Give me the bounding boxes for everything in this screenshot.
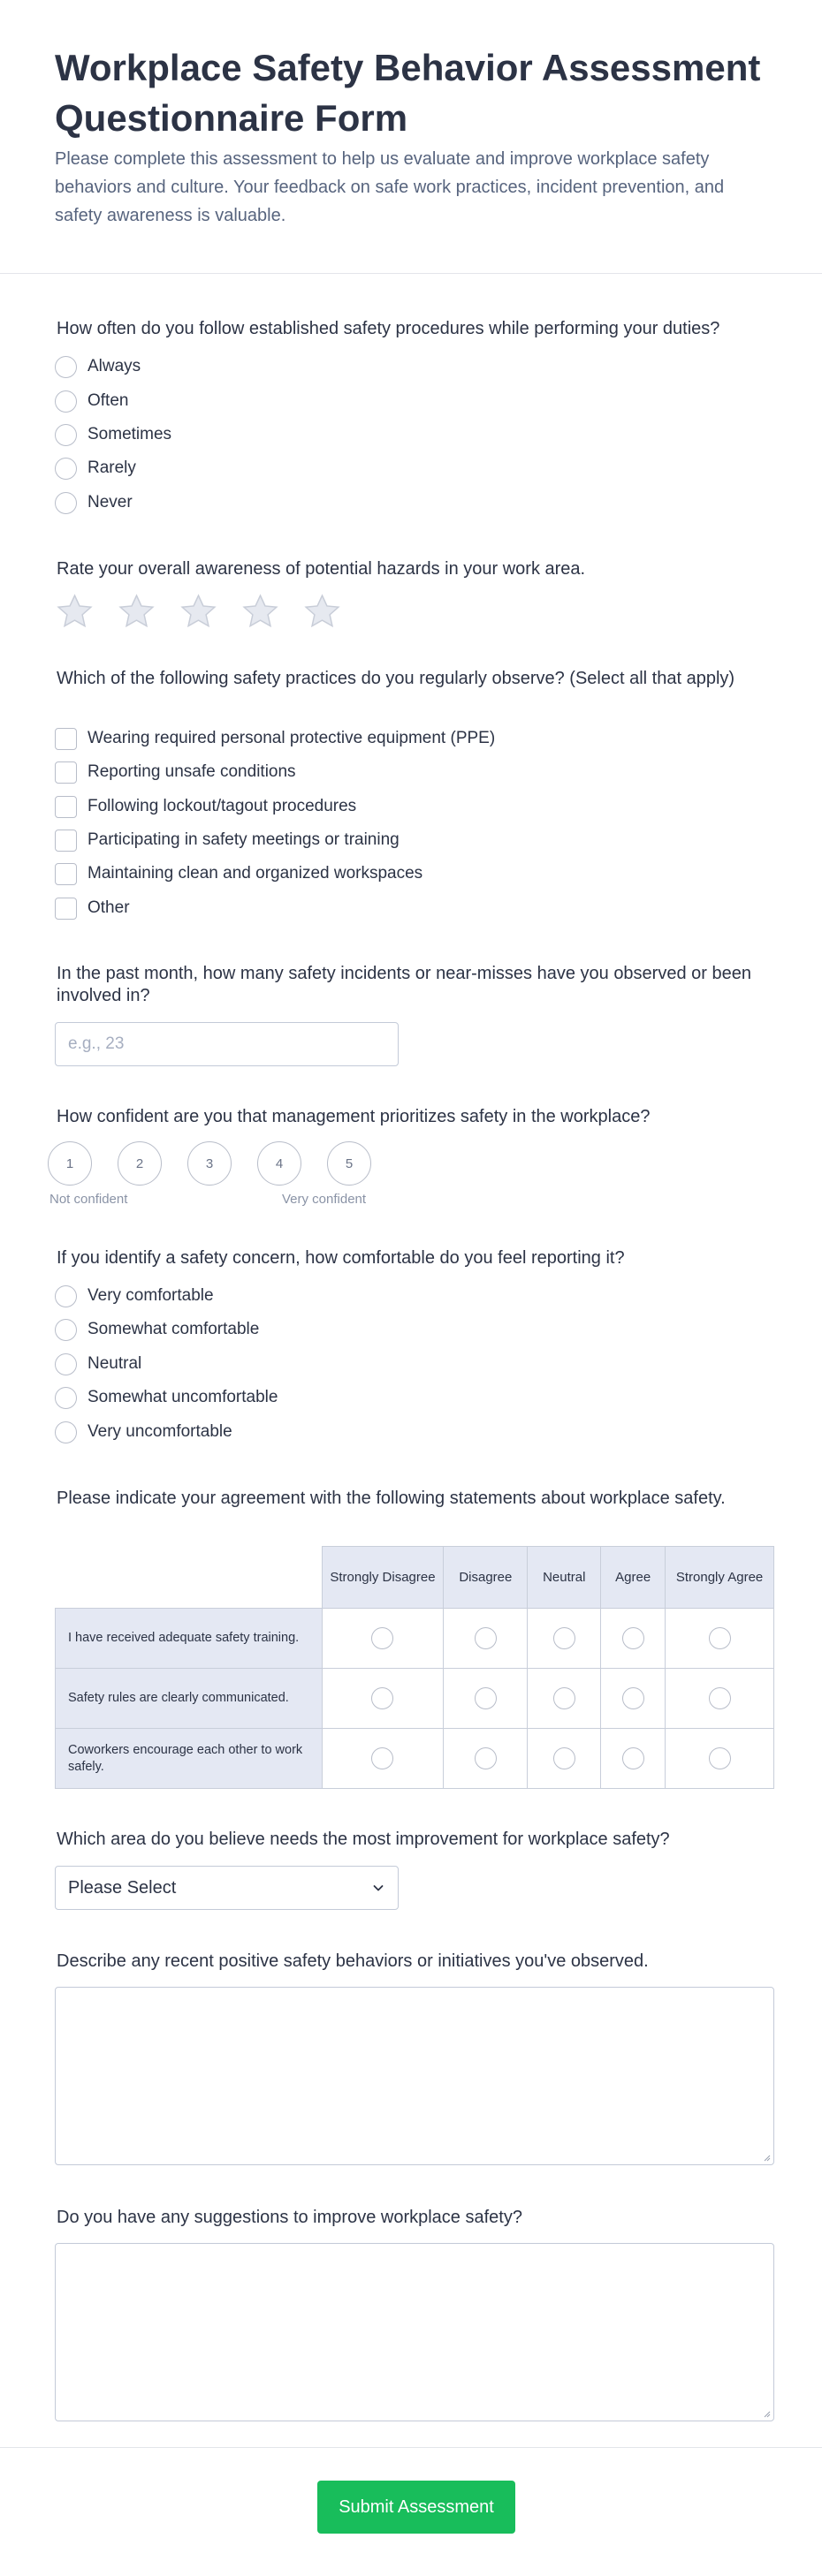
suggestions-textarea[interactable]: [55, 2243, 774, 2421]
question-safety-practices: Which of the following safety practices do you regularly observe? (Select all that apply): [57, 669, 735, 688]
checkbox-option-workspaces[interactable]: [55, 861, 422, 886]
agreement-matrix: [55, 1546, 774, 1789]
radio-option-sometimes[interactable]: [55, 422, 171, 447]
checkbox[interactable]: [55, 761, 77, 784]
option-label: Often: [88, 391, 129, 410]
question-suggestions: Do you have any suggestions to improve workplace safety?: [57, 2208, 522, 2227]
radio-button[interactable]: [55, 492, 77, 514]
star-icon[interactable]: [240, 592, 280, 632]
footer-divider: [0, 2447, 822, 2448]
option-label: Maintaining clean and organized workspaces: [88, 864, 423, 883]
matrix-column-header: Neutral: [528, 1547, 601, 1609]
option-label: Rarely: [88, 458, 136, 477]
option-label: Sometimes: [88, 425, 172, 443]
question-improvement-area: Which area do you believe needs the most improvement for workplace safety?: [57, 1830, 670, 1849]
question-reporting-comfort: If you identify a safety concern, how comfortable do you feel reporting it?: [57, 1248, 625, 1268]
question-management-confidence: How confident are you that management prioritizes safety in the workplace?: [57, 1107, 651, 1126]
radio-option-never[interactable]: [55, 490, 133, 515]
star-icon[interactable]: [302, 592, 342, 632]
matrix-radio[interactable]: [709, 1687, 731, 1709]
option-label: Never: [88, 493, 133, 511]
radio-option-neutral[interactable]: [55, 1352, 141, 1376]
star-rating: [55, 592, 364, 632]
radio-button[interactable]: [55, 424, 77, 446]
option-label: Always: [88, 357, 141, 375]
question-positive-behaviors: Describe any recent positive safety behaviors or initiatives you've observed.: [57, 1951, 649, 1971]
radio-option-often[interactable]: [55, 389, 128, 413]
chevron-down-icon: [371, 1881, 385, 1895]
matrix-radio[interactable]: [622, 1627, 644, 1649]
checkbox[interactable]: [55, 863, 77, 885]
option-label: Following lockout/tagout procedures: [88, 797, 357, 815]
matrix-radio[interactable]: [371, 1627, 393, 1649]
question-safety-procedures: How often do you follow established safety procedures while performing your duties?: [57, 319, 720, 338]
option-label: Very uncomfortable: [88, 1422, 232, 1441]
submit-button[interactable]: Submit Assessment: [317, 2481, 515, 2534]
matrix-radio[interactable]: [553, 1747, 575, 1769]
question-incident-count: In the past month, how many safety incidents or near-misses have you observed or been involved in?: [57, 964, 751, 1005]
option-label: Very comfortable: [88, 1286, 214, 1305]
star-icon[interactable]: [55, 592, 95, 632]
matrix-column-header: Strongly Agree: [666, 1547, 774, 1609]
scale-option-2[interactable]: 2: [118, 1141, 162, 1186]
matrix-column-header: Agree: [601, 1547, 666, 1609]
checkbox[interactable]: [55, 898, 77, 920]
improvement-area-select[interactable]: [55, 1866, 399, 1910]
option-label: Wearing required personal protective equipment (PPE): [88, 729, 496, 747]
matrix-radio[interactable]: [622, 1687, 644, 1709]
radio-option-somewhat-comfortable[interactable]: [55, 1317, 259, 1342]
radio-option-very-comfortable[interactable]: [55, 1284, 214, 1308]
radio-option-somewhat-uncomfortable[interactable]: [55, 1385, 278, 1410]
scale-low-label: Not confident: [49, 1192, 128, 1207]
option-label: Reporting unsafe conditions: [88, 762, 296, 781]
form-description: Please complete this assessment to help us evaluate and improve workplace safety behaviors and culture. Your feedback on safe work practices, incident prevention, and safety awareness is valuable.: [55, 149, 725, 225]
star-icon[interactable]: [117, 592, 156, 632]
option-label: Somewhat uncomfortable: [88, 1388, 278, 1406]
matrix-radio[interactable]: [553, 1627, 575, 1649]
option-label: Participating in safety meetings or training: [88, 830, 400, 849]
matrix-radio[interactable]: [553, 1687, 575, 1709]
positive-behaviors-textarea[interactable]: [55, 1987, 774, 2165]
matrix-radio[interactable]: [622, 1747, 644, 1769]
radio-button[interactable]: [55, 1353, 77, 1375]
checkbox-option-meetings[interactable]: [55, 828, 400, 852]
form-title: Workplace Safety Behavior Assessment Questionnaire Form: [55, 47, 761, 139]
matrix-radio[interactable]: [371, 1747, 393, 1769]
matrix-radio[interactable]: [475, 1627, 497, 1649]
option-label: Somewhat comfortable: [88, 1320, 260, 1338]
checkbox[interactable]: [55, 830, 77, 852]
scale-option-5[interactable]: 5: [327, 1141, 371, 1186]
question-agreement-matrix: Please indicate your agreement with the following statements about workplace safety.: [57, 1489, 726, 1508]
radio-button[interactable]: [55, 356, 77, 378]
checkbox-option-reporting[interactable]: [55, 760, 296, 784]
checkbox-option-ppe[interactable]: [55, 726, 495, 751]
matrix-radio[interactable]: [475, 1747, 497, 1769]
matrix-row: [56, 1609, 774, 1669]
resize-grip-icon[interactable]: [762, 2409, 771, 2418]
radio-button[interactable]: [55, 1319, 77, 1341]
matrix-corner: [56, 1547, 323, 1609]
resize-grip-icon[interactable]: [762, 2153, 771, 2162]
radio-button[interactable]: [55, 458, 77, 480]
question-hazard-awareness: Rate your overall awareness of potential hazards in your work area.: [57, 559, 586, 579]
matrix-row: [56, 1729, 774, 1789]
matrix-row: [56, 1669, 774, 1729]
radio-button[interactable]: [55, 1285, 77, 1307]
matrix-column-header: Strongly Disagree: [322, 1547, 444, 1609]
checkbox[interactable]: [55, 728, 77, 750]
matrix-radio[interactable]: [475, 1687, 497, 1709]
star-icon[interactable]: [179, 592, 218, 632]
radio-option-rarely[interactable]: [55, 456, 136, 481]
scale-high-label: Very confident: [282, 1192, 367, 1207]
scale-option-3[interactable]: 3: [187, 1141, 232, 1186]
radio-option-always[interactable]: [55, 354, 141, 379]
checkbox-option-lockout[interactable]: [55, 794, 356, 819]
radio-option-very-uncomfortable[interactable]: [55, 1420, 232, 1444]
matrix-radio[interactable]: [709, 1747, 731, 1769]
confidence-scale: [48, 1141, 397, 1186]
checkbox-option-other[interactable]: [55, 896, 130, 921]
matrix-radio[interactable]: [709, 1627, 731, 1649]
option-label: Neutral: [88, 1354, 142, 1373]
incident-count-input[interactable]: [55, 1022, 399, 1066]
scale-option-4[interactable]: 4: [257, 1141, 301, 1186]
option-label: Other: [88, 898, 130, 917]
matrix-column-header: Disagree: [444, 1547, 528, 1609]
matrix-row-label: Coworkers encourage each other to work safely.: [56, 1729, 323, 1789]
select-value: Please Select: [68, 1877, 177, 1898]
matrix-radio[interactable]: [371, 1687, 393, 1709]
radio-button[interactable]: [55, 390, 77, 413]
radio-button[interactable]: [55, 1421, 77, 1443]
radio-button[interactable]: [55, 1387, 77, 1409]
form-header: [0, 0, 822, 274]
matrix-row-label: Safety rules are clearly communicated.: [56, 1669, 323, 1729]
scale-option-1[interactable]: 1: [48, 1141, 92, 1186]
checkbox[interactable]: [55, 796, 77, 818]
matrix-row-label: I have received adequate safety training.: [56, 1609, 323, 1669]
